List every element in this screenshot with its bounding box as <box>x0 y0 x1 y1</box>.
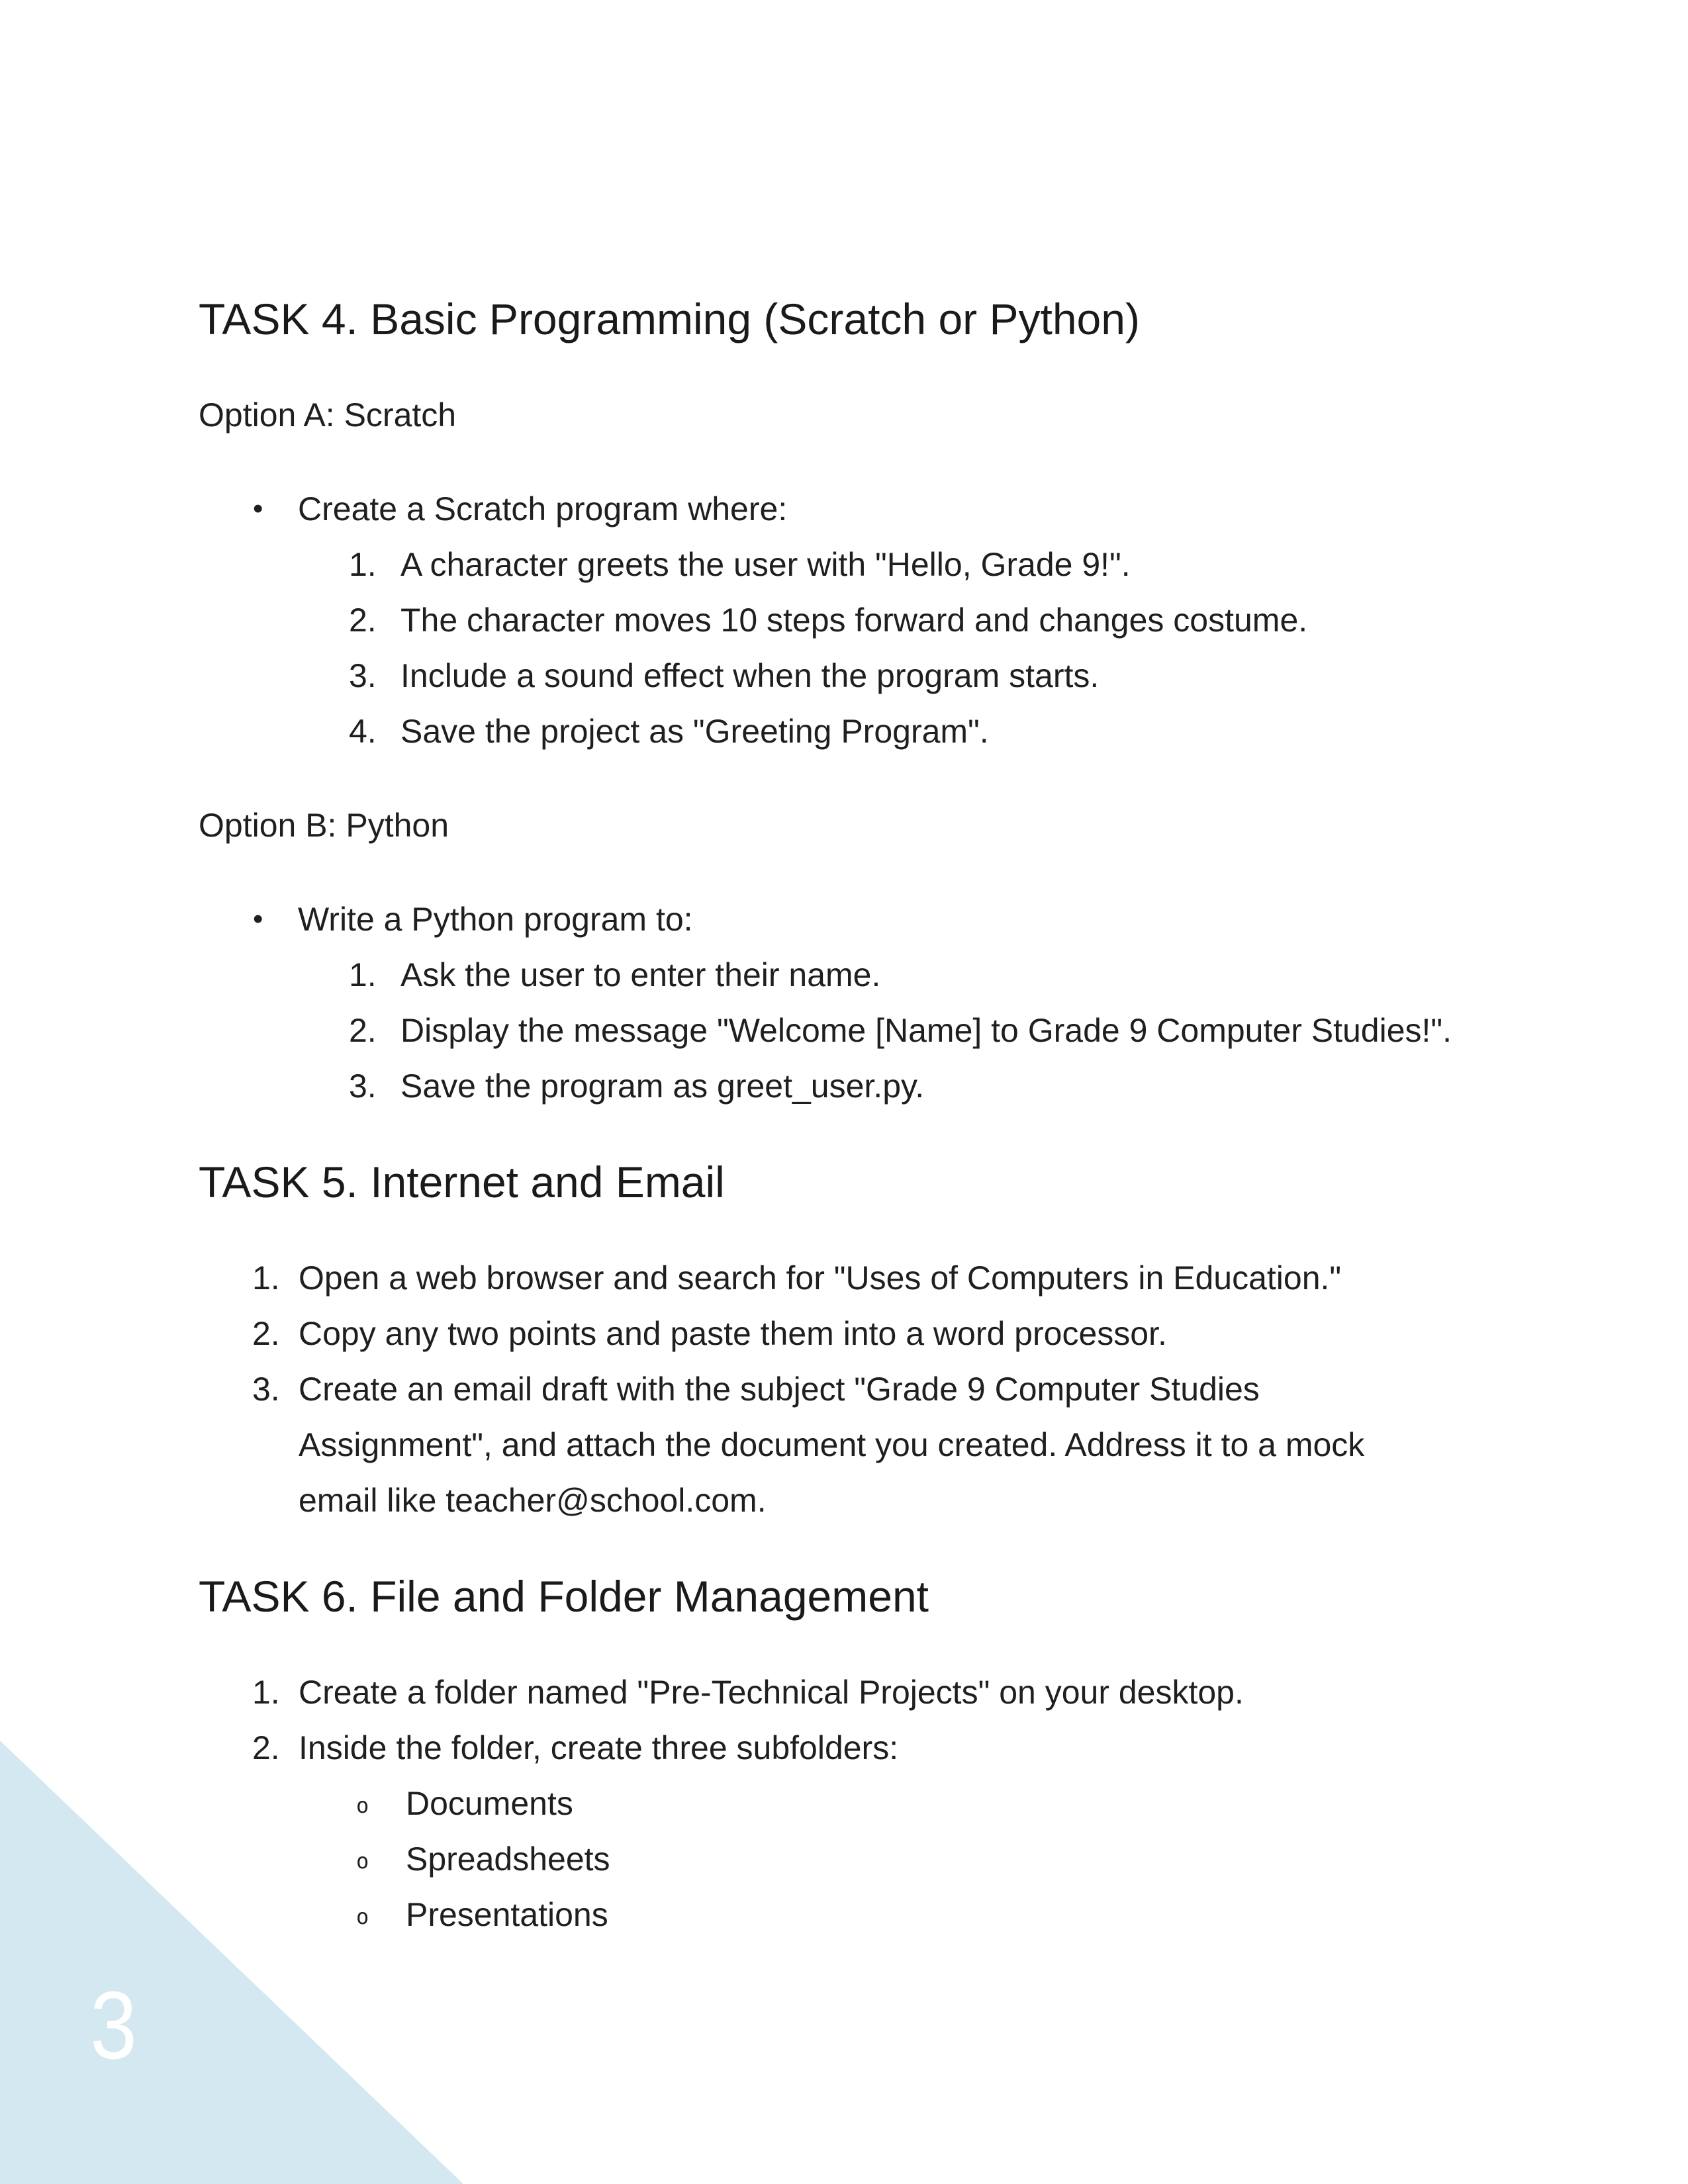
list-number: 2. <box>252 1729 280 1766</box>
task4-option-b-label: Option B: Python <box>199 807 449 844</box>
list-item-text: Documents <box>406 1785 573 1822</box>
page-number: 3 <box>90 1972 137 2079</box>
list-item <box>298 648 1489 704</box>
list-item <box>299 1776 1391 1831</box>
list-item-text: Save the project as "Greeting Program". <box>400 713 989 750</box>
list-item-text: Write a Python program to: <box>298 901 693 938</box>
task5-heading: TASK 5. Internet and Email <box>199 1158 725 1206</box>
list-item-text: Save the program as greet_user.py. <box>400 1068 925 1105</box>
list-number: 1. <box>252 1259 280 1297</box>
list-item-text: Create a folder named "Pre-Technical Projects" on your desktop. <box>299 1674 1244 1711</box>
list-number: 1. <box>349 546 377 583</box>
page-content <box>199 0 1489 1942</box>
list-item <box>199 891 1489 1114</box>
list-item-text: Create an email draft with the subject "Grade 9 Computer Studies Assignment", and attach the document you created. Address it to a mock email like teacher@school.com. <box>299 1371 1365 1519</box>
list-item <box>298 1003 1489 1058</box>
list-item <box>298 704 1489 759</box>
list-item-text: Spreadsheets <box>406 1841 610 1878</box>
task6-steps <box>199 1664 1391 1942</box>
list-number: 3. <box>349 1068 377 1105</box>
task4-option-b-steps <box>298 947 1489 1114</box>
list-item-text: Copy any two points and paste them into a word processor. <box>299 1315 1167 1352</box>
list-item-text: Create a Scratch program where: <box>298 490 788 527</box>
task6-heading: TASK 6. File and Folder Management <box>199 1572 929 1621</box>
list-item <box>199 1361 1391 1528</box>
list-number: 2. <box>349 1012 377 1049</box>
bullet-icon: • <box>253 903 263 935</box>
list-item <box>298 1058 1489 1114</box>
list-item <box>199 1306 1391 1361</box>
list-item <box>298 537 1489 592</box>
circle-bullet-icon: o <box>356 1848 369 1874</box>
bullet-icon: • <box>253 492 263 525</box>
list-item <box>298 592 1489 648</box>
task5-steps <box>199 1250 1391 1528</box>
list-item-text: Display the message "Welcome [Name] to Grade 9 Computer Studies!". <box>400 1012 1452 1049</box>
list-item-text: Ask the user to enter their name. <box>400 956 881 993</box>
task4-option-a-label: Option A: Scratch <box>199 396 457 433</box>
list-item <box>299 1887 1391 1942</box>
task6-subfolder-list <box>299 1776 1391 1942</box>
list-item-text: Presentations <box>406 1896 608 1933</box>
task4-option-a-steps <box>298 537 1489 759</box>
list-item <box>298 947 1489 1003</box>
circle-bullet-icon: o <box>356 1793 369 1818</box>
list-item-text: A character greets the user with "Hello, Grade 9!". <box>400 546 1131 583</box>
list-number: 3. <box>349 657 377 694</box>
list-item <box>199 1720 1391 1942</box>
list-item <box>199 1664 1391 1720</box>
list-number: 3. <box>252 1371 280 1408</box>
list-number: 2. <box>349 602 377 639</box>
list-number: 1. <box>349 956 377 993</box>
circle-bullet-icon: o <box>356 1904 369 1929</box>
task4-heading: TASK 4. Basic Programming (Scratch or Python) <box>199 295 1140 343</box>
list-item <box>299 1831 1391 1887</box>
list-item-text: Open a web browser and search for "Uses of Computers in Education." <box>299 1259 1342 1297</box>
list-item-text: Include a sound effect when the program starts. <box>400 657 1100 694</box>
list-item-text: Inside the folder, create three subfolders: <box>299 1729 899 1766</box>
list-item-text: The character moves 10 steps forward and changes costume. <box>400 602 1308 639</box>
task4-option-a-list <box>199 481 1489 759</box>
list-item <box>199 481 1489 759</box>
list-number: 4. <box>349 713 377 750</box>
list-number: 2. <box>252 1315 280 1352</box>
task4-option-b-list <box>199 891 1489 1114</box>
list-number: 1. <box>252 1674 280 1711</box>
list-item <box>199 1250 1391 1306</box>
